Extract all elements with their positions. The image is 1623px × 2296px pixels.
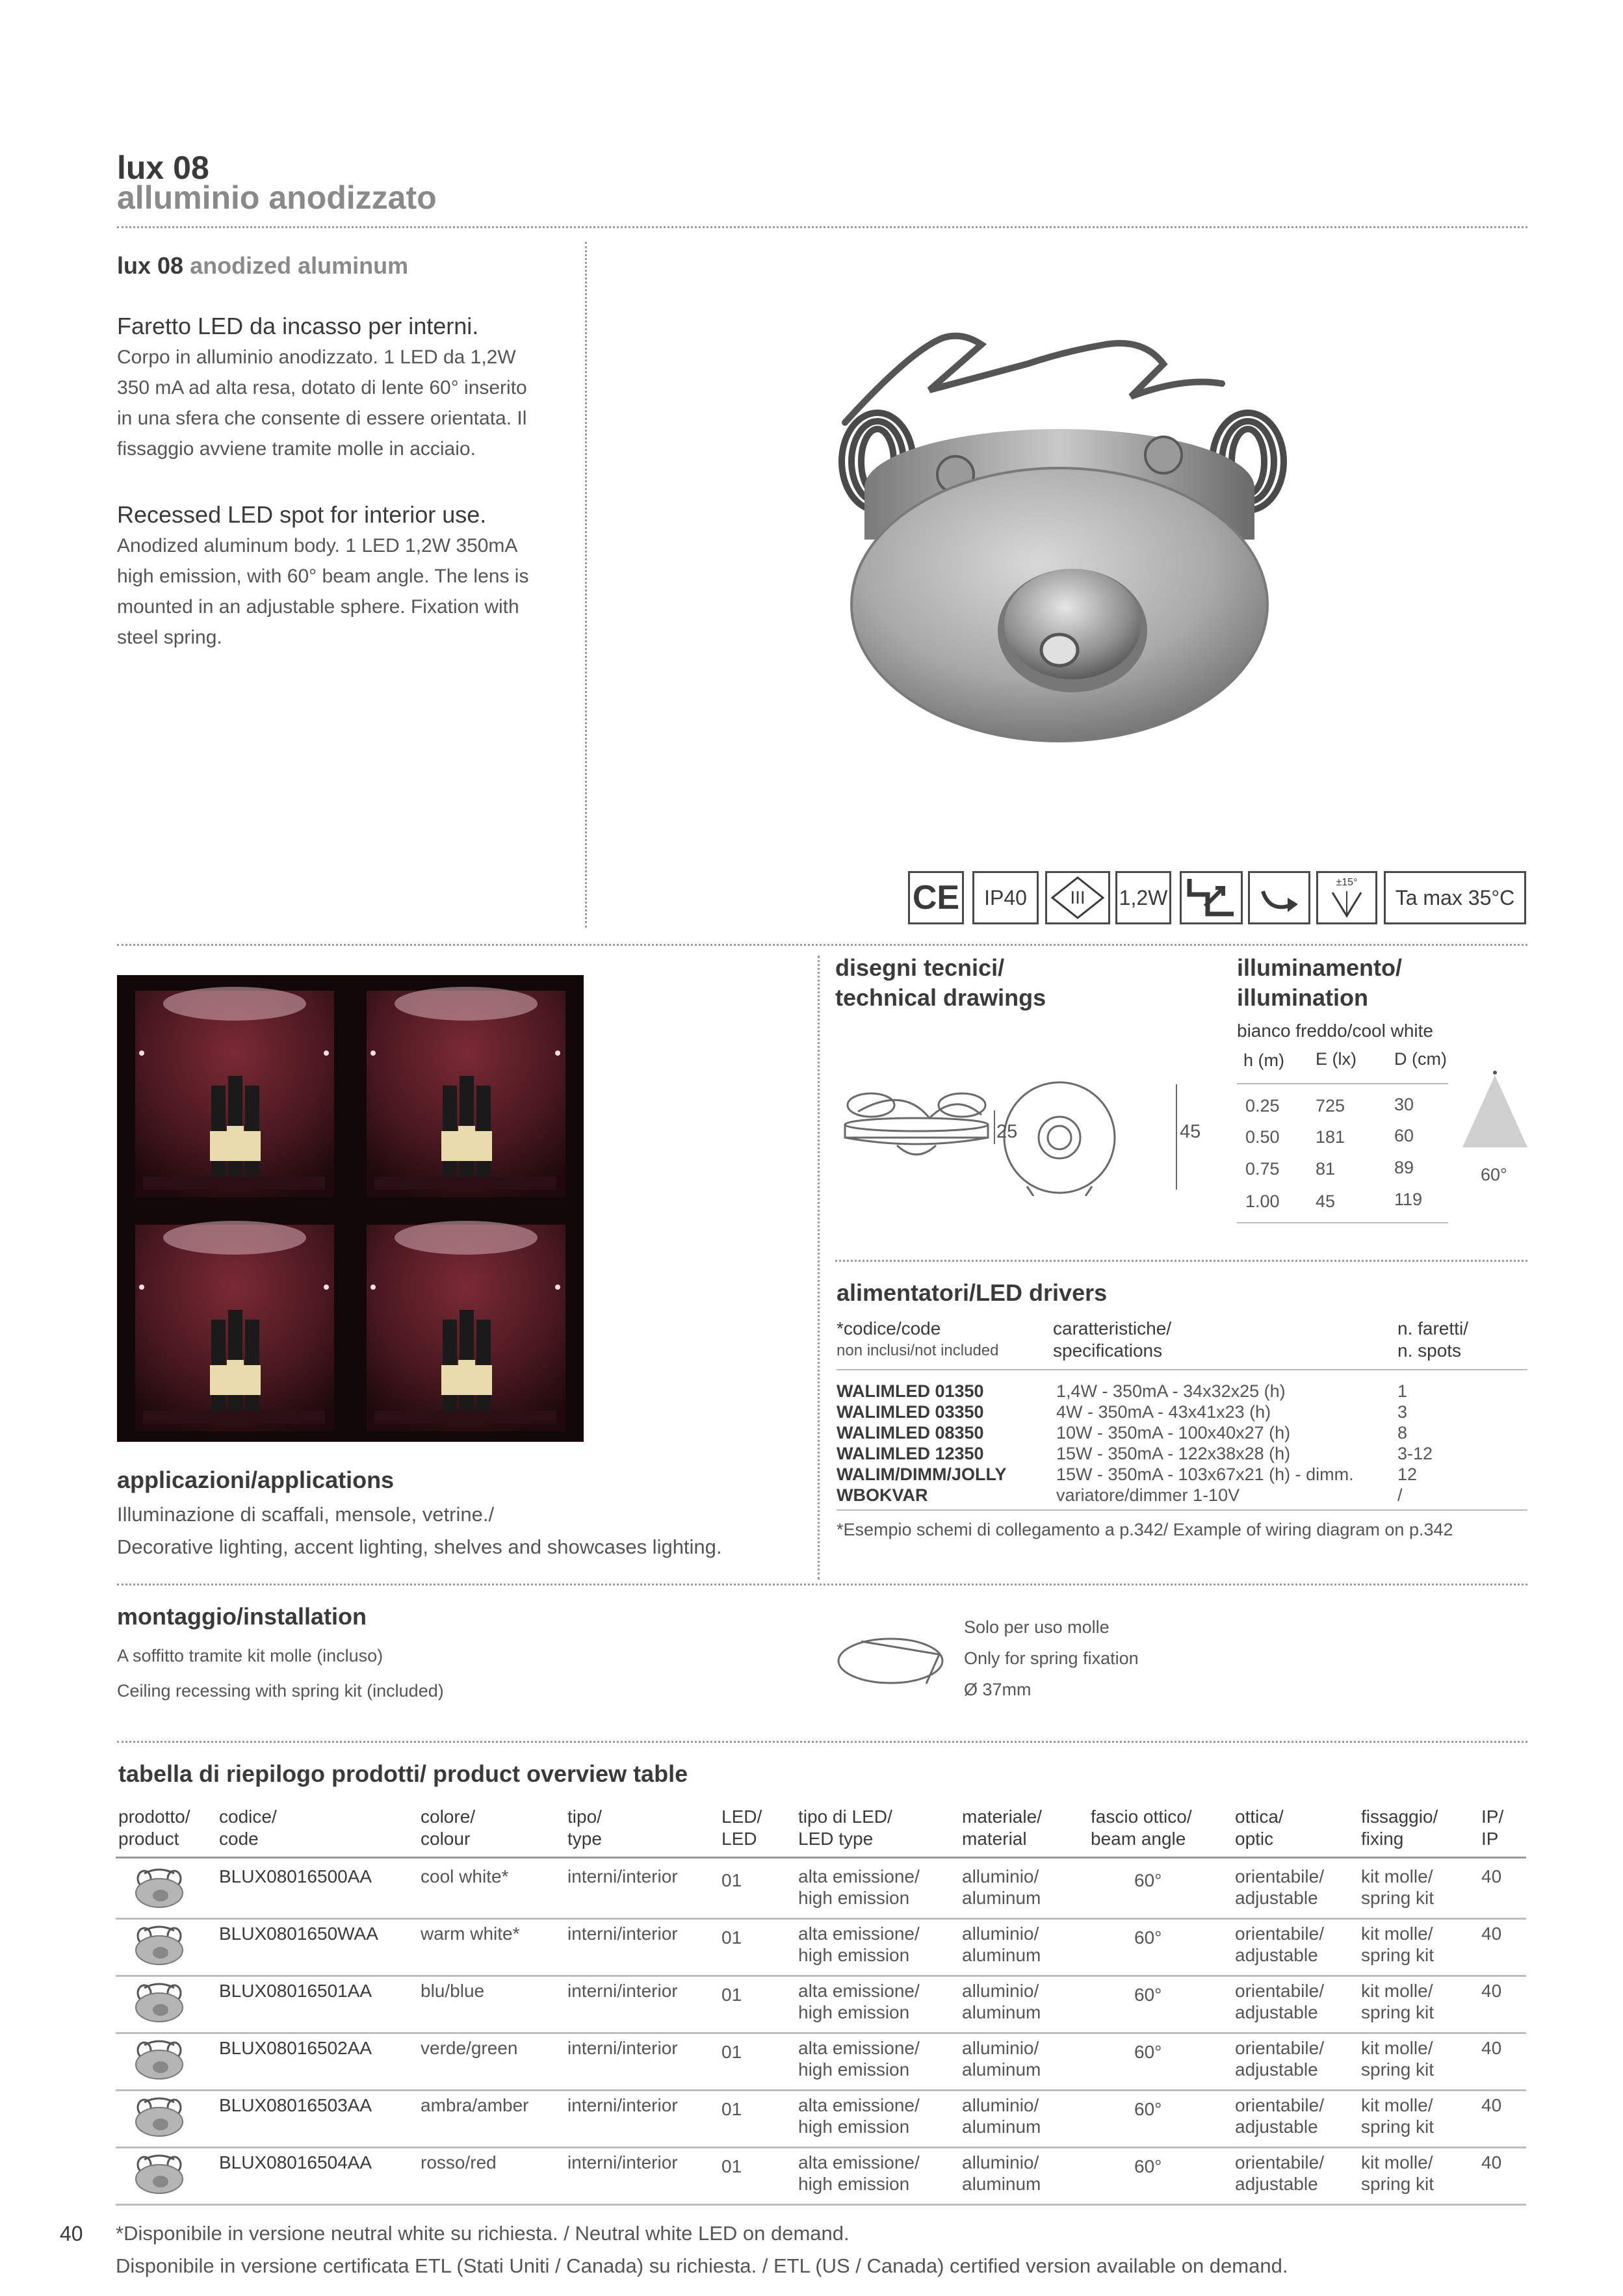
driver-spec: 15W - 350mA - 103x67x21 (h) - dimm.: [1056, 1465, 1354, 1484]
drivers-header-spec: specifications: [1053, 1340, 1163, 1361]
col-header-beam: [1091, 1806, 1192, 1850]
ce-icon: CE: [908, 871, 964, 924]
cell-fixing-line: spring kit: [1361, 2002, 1435, 2022]
cell-ip: 40: [1481, 2152, 1502, 2172]
col-header-ledtype: [798, 1806, 892, 1850]
cell-ledtype: [798, 1980, 920, 2023]
cell-material-line: alluminio/: [962, 2095, 1039, 2115]
cell-optic-line: orientabile/: [1235, 1924, 1324, 1944]
description-it-line: 350 mA ad alta resa, dotato di lente 60° inserito: [117, 377, 527, 398]
cell-code: BLUX08016504AA: [219, 2152, 372, 2172]
temperature-badge: Ta max 35°C: [1384, 871, 1526, 924]
product-thumbnail: [131, 1864, 187, 1910]
cell-optic-line: orientabile/: [1235, 2038, 1324, 2058]
driver-code: WALIMLED 12350: [837, 1444, 984, 1463]
illum-d: 60: [1394, 1126, 1414, 1145]
illum-rule: [1237, 1222, 1448, 1223]
cell-ledtype-line: high emission: [798, 2117, 910, 2137]
beam-cone-icon: [1456, 1066, 1534, 1157]
col-header-line: LED: [721, 1829, 757, 1849]
cell-led: 01: [721, 1927, 742, 1948]
description-en-line: steel spring.: [117, 627, 222, 648]
cell-ledtype: [798, 1866, 920, 1909]
cell-led: 01: [721, 1870, 742, 1890]
cell-material-line: alluminio/: [962, 1981, 1039, 2001]
table-row: [116, 1860, 1526, 1920]
cell-colour: verde/green: [421, 2038, 518, 2058]
illumination-subtitle: bianco freddo/cool white: [1237, 1021, 1433, 1041]
recessed-icon: [1180, 871, 1243, 924]
cell-type: interni/interior: [567, 2152, 678, 2172]
technical-title: [835, 953, 1046, 1013]
cell-ledtype: [798, 2037, 920, 2080]
class-iii-label: III: [1070, 887, 1085, 907]
product-thumbnail: [131, 1979, 187, 2024]
description-it: [117, 311, 572, 464]
cell-beam: 60°: [1134, 2099, 1162, 2119]
cell-ledtype-line: alta emissione/: [798, 1924, 920, 1944]
cell-ledtype-line: alta emissione/: [798, 1981, 920, 2001]
vertical-divider: [585, 242, 587, 928]
description-it-line: in una sfera che consente di essere orientata. Il: [117, 408, 527, 429]
divider: [117, 1584, 1527, 1585]
cutout-icon: [835, 1635, 952, 1687]
technical-drawing: [832, 1079, 1209, 1196]
installation-title: montaggio/installation: [117, 1603, 367, 1630]
illumination-title-line: illuminamento/: [1237, 954, 1403, 981]
product-thumbnail: [131, 1922, 187, 1967]
driver-code: WALIM/DIMM/JOLLY: [837, 1465, 1007, 1484]
col-header-led: [721, 1806, 762, 1850]
cell-material-line: aluminum: [962, 1888, 1041, 1908]
technical-title-line: disegni tecnici/: [835, 954, 1005, 981]
driver-spots: 1: [1397, 1381, 1408, 1401]
cell-fixing: [1361, 2152, 1434, 2195]
cell-code: BLUX08016503AA: [219, 2095, 372, 2115]
cell-fixing: [1361, 1866, 1434, 1909]
cell-led: 01: [721, 2099, 742, 2119]
cell-material-line: aluminum: [962, 2059, 1041, 2080]
illum-d: 119: [1394, 1190, 1423, 1209]
cell-optic: [1235, 1923, 1324, 1966]
cell-ip: 40: [1481, 1866, 1502, 1886]
cell-ledtype: [798, 2152, 920, 2195]
power-badge: 1,2W: [1115, 871, 1171, 924]
cell-ip: 40: [1481, 2038, 1502, 2058]
cell-optic-line: orientabile/: [1235, 1981, 1324, 2001]
class-iii-icon: [1045, 871, 1110, 924]
cell-type: interni/interior: [567, 2095, 678, 2115]
cell-material: [962, 2037, 1041, 2080]
cell-ledtype-line: alta emissione/: [798, 2038, 920, 2058]
cell-ledtype-line: high emission: [798, 2002, 910, 2022]
cell-ip: 40: [1481, 1924, 1502, 1944]
cell-optic: [1235, 2094, 1324, 2137]
col-header-type: [567, 1806, 602, 1850]
table-row: [116, 1975, 1526, 2034]
illum-e: 81: [1316, 1159, 1336, 1179]
cell-optic-line: adjustable: [1235, 2059, 1318, 2080]
cell-led: 01: [721, 1985, 742, 2005]
drivers-rule: [837, 1369, 1527, 1370]
illum-h: 0.50: [1245, 1127, 1280, 1147]
col-header-line: LED type: [798, 1829, 874, 1849]
cell-optic: [1235, 1980, 1324, 2023]
cell-type: interni/interior: [567, 2038, 678, 2058]
drivers-header-code-note: non inclusi/not included: [837, 1342, 999, 1359]
cell-fixing-line: spring kit: [1361, 2174, 1435, 2194]
rotate-icon: [1248, 871, 1310, 924]
col-header-line: colour: [421, 1829, 471, 1849]
illum-d: 89: [1394, 1158, 1414, 1177]
cell-beam: 60°: [1134, 1870, 1162, 1890]
col-header-product: [118, 1806, 190, 1850]
col-header-line: ottica/: [1235, 1807, 1284, 1827]
col-header-line: code: [219, 1829, 259, 1849]
cell-optic-line: orientabile/: [1235, 2095, 1324, 2115]
col-header-line: colore/: [421, 1807, 476, 1827]
cell-colour: warm white*: [421, 1924, 520, 1944]
footer-note-2: Disponibile in versione certificata ETL (Stati Uniti / Canada) su richiesta. / ETL (US / Canada) certified version available on demand.: [116, 2254, 1288, 2277]
col-header-fixing: [1361, 1806, 1438, 1850]
cell-ip: 40: [1481, 2095, 1502, 2115]
driver-code: WALIMLED 01350: [837, 1381, 984, 1401]
description-en-line: Anodized aluminum body. 1 LED 1,2W 350mA: [117, 535, 518, 556]
cell-optic: [1235, 2152, 1324, 2195]
illum-e: 725: [1316, 1096, 1345, 1115]
col-header-line: tipo/: [567, 1807, 602, 1827]
cutout-diameter: Ø 37mm: [964, 1680, 1032, 1699]
cell-optic: [1235, 1866, 1324, 1909]
cell-type: interni/interior: [567, 1866, 678, 1886]
cell-ledtype-line: high emission: [798, 1888, 910, 1908]
cell-colour: rosso/red: [421, 2152, 497, 2172]
illum-d: 30: [1394, 1095, 1414, 1114]
cell-fixing-line: kit molle/: [1361, 1924, 1433, 1944]
cell-ip: 40: [1481, 1981, 1502, 2001]
driver-spec: 15W - 350mA - 122x38x28 (h): [1056, 1444, 1291, 1463]
product-thumbnail: [131, 2036, 187, 2081]
col-header-ip: [1481, 1806, 1503, 1850]
applications-it: Illuminazione di scaffali, mensole, vetrine./: [117, 1503, 495, 1526]
col-header-code: [219, 1806, 277, 1850]
description-en: [117, 499, 572, 653]
product-thumbnail: [131, 2093, 187, 2139]
product-thumbnail: [131, 2150, 187, 2196]
overview-title: tabella di riepilogo prodotti/ product overview table: [118, 1760, 688, 1787]
cell-ledtype-line: high emission: [798, 2174, 910, 2194]
col-header-optic: [1235, 1806, 1284, 1850]
col-header-material: [962, 1806, 1042, 1850]
applications-title: applicazioni/applications: [117, 1467, 395, 1493]
cell-material-line: aluminum: [962, 2117, 1041, 2137]
cell-ledtype-line: alta emissione/: [798, 1866, 920, 1886]
cell-ledtype-line: high emission: [798, 2059, 910, 2080]
cell-ledtype: [798, 2094, 920, 2137]
beam-angle: 60°: [1481, 1165, 1507, 1184]
cell-optic-line: adjustable: [1235, 1945, 1318, 1965]
page-number: 40: [60, 2222, 83, 2245]
col-header-line: LED/: [721, 1807, 762, 1827]
driver-spec: 1,4W - 350mA - 34x32x25 (h): [1056, 1381, 1286, 1401]
tilt-label: ±15°: [1336, 877, 1358, 888]
installation-en: Ceiling recessing with spring kit (included): [117, 1681, 444, 1701]
driver-spots: /: [1397, 1485, 1403, 1505]
cell-code: BLUX08016500AA: [219, 1866, 372, 1886]
divider: [117, 944, 1527, 946]
ip-badge: IP40: [972, 871, 1039, 924]
cell-material-line: alluminio/: [962, 1924, 1039, 1944]
table-row: [116, 2032, 1526, 2091]
cell-material: [962, 1866, 1041, 1909]
divider: [835, 1260, 1527, 1262]
cell-fixing: [1361, 1923, 1434, 1966]
col-header-line: fissaggio/: [1361, 1807, 1438, 1827]
driver-code: WALIMLED 08350: [837, 1423, 984, 1442]
illumination-title-line: illumination: [1237, 984, 1368, 1011]
cell-fixing-line: spring kit: [1361, 1945, 1435, 1965]
cell-optic-line: orientabile/: [1235, 2152, 1324, 2172]
illum-rule: [1237, 1083, 1448, 1084]
cell-material: [962, 2152, 1041, 2195]
cell-beam: 60°: [1134, 1985, 1162, 2005]
illum-e: 181: [1316, 1127, 1345, 1147]
col-header-line: tipo di LED/: [798, 1807, 892, 1827]
cell-ledtype-line: alta emissione/: [798, 2152, 920, 2172]
cell-material: [962, 1980, 1041, 2023]
driver-spec: 4W - 350mA - 43x41x23 (h): [1056, 1402, 1271, 1422]
dim-height: 25: [996, 1121, 1018, 1142]
drivers-title: alimentatori/LED drivers: [837, 1279, 1108, 1306]
cell-code: BLUX08016501AA: [219, 1981, 372, 2001]
cell-material-line: alluminio/: [962, 2038, 1039, 2058]
col-header-colour: [421, 1806, 475, 1850]
cell-material: [962, 2094, 1041, 2137]
english-title-grey: anodized aluminum: [190, 252, 409, 279]
product-photo: [767, 325, 1352, 767]
driver-spots: 8: [1397, 1423, 1408, 1442]
illum-header-e: E (lx): [1316, 1049, 1357, 1069]
driver-spots: 12: [1397, 1465, 1418, 1484]
driver-code: WBOKVAR: [837, 1485, 928, 1505]
english-title: [117, 252, 408, 280]
cell-type: interni/interior: [567, 1981, 678, 2001]
cell-fixing-line: kit molle/: [1361, 2038, 1433, 2058]
cell-material-line: alluminio/: [962, 2152, 1039, 2172]
cell-fixing: [1361, 2094, 1434, 2137]
cell-optic-line: adjustable: [1235, 2117, 1318, 2137]
driver-spots: 3: [1397, 1402, 1408, 1422]
driver-spec: variatore/dimmer 1-10V: [1056, 1485, 1240, 1505]
table-header-rule: [116, 1857, 1526, 1859]
cell-fixing-line: kit molle/: [1361, 2095, 1433, 2115]
cell-code: BLUX0801650WAA: [219, 1924, 378, 1944]
product-title: lux 08: [117, 150, 209, 186]
cell-beam: 60°: [1134, 2042, 1162, 2062]
technical-title-line: technical drawings: [835, 984, 1046, 1011]
description-en-lead: Recessed LED spot for interior use.: [117, 501, 487, 528]
col-header-line: fascio ottico/: [1091, 1807, 1192, 1827]
cell-ledtype-line: alta emissione/: [798, 2095, 920, 2115]
cell-optic-line: adjustable: [1235, 2002, 1318, 2022]
cell-fixing-line: kit molle/: [1361, 1866, 1433, 1886]
description-it-line: Corpo in alluminio anodizzato. 1 LED da 1,2W: [117, 346, 516, 368]
drivers-header-spec: caratteristiche/: [1053, 1318, 1172, 1338]
col-header-line: fixing: [1361, 1829, 1404, 1849]
description-it-line: fissaggio avviene tramite molle in acciaio.: [117, 438, 476, 460]
cell-type: interni/interior: [567, 1924, 678, 1944]
illumination-title: [1237, 953, 1402, 1013]
col-header-line: material: [962, 1829, 1027, 1849]
cell-material-line: alluminio/: [962, 1866, 1039, 1886]
applications-photo: [117, 975, 584, 1442]
description-en-line: high emission, with 60° beam angle. The lens is: [117, 566, 529, 587]
col-header-line: product: [118, 1829, 179, 1849]
illum-h: 0.75: [1245, 1159, 1280, 1179]
illum-h: 0.25: [1245, 1096, 1280, 1115]
drivers-header-spots: n. spots: [1397, 1340, 1462, 1361]
driver-code: WALIMLED 03350: [837, 1402, 984, 1422]
cell-optic-line: adjustable: [1235, 1888, 1318, 1908]
vertical-divider: [818, 956, 820, 1580]
cell-material-line: aluminum: [962, 2174, 1041, 2194]
english-title-bold: lux 08: [117, 252, 184, 279]
col-header-line: type: [567, 1829, 602, 1849]
applications-en: Decorative lighting, accent lighting, shelves and showcases lighting.: [117, 1535, 722, 1558]
cell-colour: blu/blue: [421, 1981, 485, 2001]
drivers-rule: [837, 1509, 1527, 1511]
cell-fixing-line: kit molle/: [1361, 1981, 1433, 2001]
drivers-header-code: *codice/code: [837, 1318, 941, 1338]
cell-ledtype: [798, 1923, 920, 1966]
description-en-line: mounted in an adjustable sphere. Fixation with: [117, 596, 519, 618]
illum-h: 1.00: [1245, 1192, 1280, 1211]
cell-beam: 60°: [1134, 1927, 1162, 1948]
footer-note-1: *Disponibile in versione neutral white su richiesta. / Neutral white LED on demand.: [116, 2222, 850, 2245]
driver-spec: 10W - 350mA - 100x40x27 (h): [1056, 1423, 1291, 1442]
cell-led: 01: [721, 2156, 742, 2176]
illum-header-d: D (cm): [1394, 1049, 1447, 1069]
table-row: [116, 2146, 1526, 2206]
installation-note-it: Solo per uso molle: [964, 1617, 1110, 1637]
cell-colour: ambra/amber: [421, 2095, 529, 2115]
col-header-line: IP/: [1481, 1807, 1504, 1827]
cell-code: BLUX08016502AA: [219, 2038, 372, 2058]
divider: [117, 1741, 1527, 1743]
illum-e: 45: [1316, 1192, 1336, 1211]
divider: [117, 226, 1527, 228]
cell-fixing: [1361, 2037, 1434, 2080]
cell-optic-line: orientabile/: [1235, 1866, 1324, 1886]
cell-fixing-line: kit molle/: [1361, 2152, 1433, 2172]
cell-fixing-line: spring kit: [1361, 2117, 1435, 2137]
cell-ledtype-line: high emission: [798, 1945, 910, 1965]
cell-fixing-line: spring kit: [1361, 1888, 1435, 1908]
drivers-header-spots: n. faretti/: [1397, 1318, 1468, 1338]
tilt-icon: [1316, 871, 1377, 924]
cell-fixing-line: spring kit: [1361, 2059, 1435, 2080]
installation-note-en: Only for spring fixation: [964, 1649, 1139, 1668]
cell-material-line: aluminum: [962, 1945, 1041, 1965]
table-row: [116, 2089, 1526, 2148]
col-header-line: materiale/: [962, 1807, 1042, 1827]
product-subtitle: alluminio anodizzato: [117, 179, 437, 216]
description-it-lead: Faretto LED da incasso per interni.: [117, 313, 479, 339]
cell-beam: 60°: [1134, 2156, 1162, 2176]
table-row: [116, 1918, 1526, 1977]
driver-spots: 3-12: [1397, 1444, 1433, 1463]
cell-material: [962, 1923, 1041, 1966]
illum-header-h: h (m): [1243, 1050, 1284, 1070]
col-header-line: codice/: [219, 1807, 277, 1827]
col-header-line: optic: [1235, 1829, 1274, 1849]
col-header-line: IP: [1481, 1829, 1499, 1849]
cell-optic-line: adjustable: [1235, 2174, 1318, 2194]
cell-optic: [1235, 2037, 1324, 2080]
dim-diameter: 45: [1180, 1121, 1201, 1142]
cell-colour: cool white*: [421, 1866, 509, 1886]
cell-led: 01: [721, 2042, 742, 2062]
cell-material-line: aluminum: [962, 2002, 1041, 2022]
cell-fixing: [1361, 1980, 1434, 2023]
col-header-line: beam angle: [1091, 1829, 1186, 1849]
drivers-note: *Esempio schemi di collegamento a p.342/ Example of wiring diagram on p.342: [837, 1520, 1453, 1539]
installation-it: A soffitto tramite kit molle (incluso): [117, 1646, 383, 1665]
col-header-line: prodotto/: [118, 1807, 190, 1827]
